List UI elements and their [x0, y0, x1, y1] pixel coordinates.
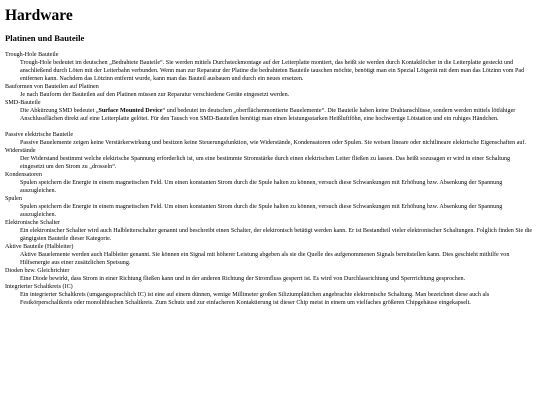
- desc-trough-hole: Trough-Hole bedeutet im deutschen „Bedrahtete Bauteile“. Sie werden mittels Durchsteckmontage auf der Leiterplatte montiert, das heißt sie werden durch Kontaktlöcher in die Leiterplatte gesteckt und anschließend durch Löten mit der Leiterbahn verbunden. Wenn man zur Reparatur der Platine die bedrahteten Bauteile tauschen möchte, benötigt man ein Spezial Lötgerät mit dem man das Lötzinn vom Pad entfernen kann. Nachdem das Lötzinn entfernt wurde, kann man das Bauteil ausbauen und durch ein neues ersetzen.: [20, 60, 525, 82]
- desc-ic: Ein integrierter Schaltkreis (umgangssprachlich IC) ist eine auf einem dünnen, wenige Millimeter großen Siliziumplättchen angebrachte elektronische Schaltung. Man bezeichnet diese auch als Festkörperschaltkreis oder monolithischen Schaltkreis. Zum Schutz und zur einfacheren Kontaktierung ist dieser Chip meist in einem um vielfaches größeren Chipgehäuse eingekapselt.: [20, 292, 490, 306]
- desc-dioden: Eine Diode bewirkt, dass Strom in einer Richtung fließen kann und in der anderen Richtung der Stromfluss gesperrt ist. Es wird von Durchlassrichtung und Sperrrichtung gesprochen.: [20, 276, 466, 282]
- term-ic: Integrierter Schaltkreis (IC): [5, 284, 73, 290]
- page-title: Hardware: [5, 7, 73, 24]
- desc-bauformen: Je nach Bauform der Bauteilen auf den Platinen müssen zur Reparatur verschiedene Geräte eingesetzt werden.: [20, 92, 290, 98]
- section-title: Platinen und Bauteile: [5, 33, 85, 43]
- desc-aktive: Aktive Bauelemente werden auch Halbleiter genannt. Sie können ein Signal mit höherer Leistung abgeben als sie die Quelle des aufgenommenen Signals bereitstellen kann. Dies geschieht mithilfe von Hilfsenergie aus einer zusätzlichen Speisung.: [20, 252, 510, 266]
- term-kondensatoren: Kondensatoren: [5, 172, 42, 178]
- term-passive: Passive elektrische Bauteile: [5, 132, 74, 138]
- term-smd: SMD-Bauteile: [5, 100, 41, 106]
- term-schalter: Elektronische Schalter: [5, 220, 60, 226]
- desc-spulen: Spulen speichern die Energie in einem magnetischen Feld. Um einen konstanten Strom durch die Spule halten zu können, versuch diese Schwankungen mit Erhöhung bzw. Absenkung der Spannung auszugleichen.: [20, 204, 503, 218]
- term-bauformen: Bauformen von Bauteilen auf Platinen: [5, 84, 99, 90]
- desc-passive: Passive Bauelemente zeigen keine Verstärkerwirkung und besitzen keine Steuerungsfunktion, wie Widerstände, Kondensatoren oder Spulen. Sie weisen lineare oder nichtlineare elektrische Eigenschaften auf.: [20, 140, 526, 146]
- term-spulen: Spulen: [5, 196, 22, 202]
- term-dioden: Dioden bzw. Gleichrichter: [5, 268, 70, 274]
- desc-smd-pre: Die Abkürzung SMD bedeutet „: [20, 108, 99, 114]
- desc-widerstaende: Der Widerstand bestimmt welche elektrische Spannung erforderlich ist, um eine bestimmte Stromstärke durch einen elektrischen Leiter fließen zu lassen. Das heißt sozusagen er wird in einer Schaltung eingesetzt um den Strom zu „drosseln“.: [20, 156, 511, 170]
- term-aktive: Aktive Bauteile (Halbleiter): [5, 244, 74, 250]
- desc-smd: [20, 107, 533, 123]
- desc-smd-post: “ und bedeutet im deutschen „oberflächenmontierte Bauelemente“. Die Bauteile haben keine Drahtanschlüsse, sondern werden mittels lötfähiger Anschlussflächen direkt auf eine Leiterplatte gelötet. Für den Tausch von SMD-Bauteilen benötigt man einen leistungsstarken Heißluftföhn, eine hochwertige Lötstation und ein ruhiges Händchen.: [20, 108, 516, 122]
- desc-smd-bold: Surface Mounted Device: [98, 108, 163, 114]
- term-trough-hole: Trough-Hole Bauteile: [5, 52, 59, 58]
- desc-schalter: Ein elektronischer Schalter wird auch Halbleiterschalter genannt und beschreibt einen Schalter, der elektronisch betätigt werden kann. Er ist Bestandteil vieler elektronischer Schaltungen. Folglich finden Sie die gängigsten Bauteile dieser Kategorie.: [20, 228, 533, 242]
- definition-list: [5, 51, 533, 307]
- term-widerstaende: Widerstände: [5, 148, 36, 154]
- desc-kondensatoren: Spulen speichern die Energie in einem magnetischen Feld. Um einen konstanten Strom durch die Spule halten zu können, versuch diese Schwankungen mit Erhöhung bzw. Absenkung der Spannung auszugleichen.: [20, 180, 503, 194]
